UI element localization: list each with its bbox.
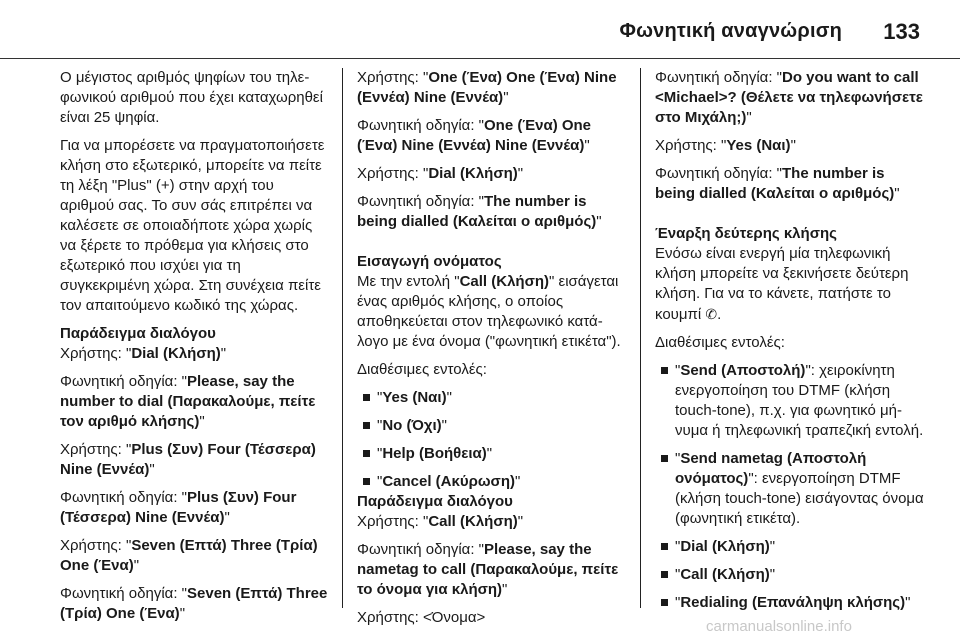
dialog-line: Φωνητική οδηγία: "One (Ένα) One (Ένα) Nine (Εννέα) Nine (Εννέα)": [357, 117, 592, 154]
column-divider: [342, 68, 343, 608]
list-item: "No (Όχι)": [357, 416, 627, 436]
column-divider: [640, 68, 641, 608]
list-item: "Send (Αποστολή)": χειροκίνητη ενεργοποίηση του DTMF (κλήση touch-tone), π.χ. για φωνητικό μήνυμα ή τηλεφωνική τραπεζική εντολή.: [655, 361, 927, 441]
phone-icon: ✆: [705, 306, 718, 322]
dialog-line: Φωνητική οδηγία: "Seven (Επτά) Three (Τρία) One (Ένα)": [60, 585, 328, 622]
paragraph: Για να μπορέσετε να πραγματοποιήσετε κλήση στο εξωτερικό, μπορείτε να πείτε τη λέξη "Plus" (+) στην αρχή του αριθμού σας. Το συν σάς επιτρέπει να καλέσετε σε οποιαδήποτε χώρα χωρίς να ξέρετε το πρόθεμα για κλήσεις στο εξωτερικό που ισχύει για τη συγκεκριμένη χώρα. Στη συνέχεια πείτε τον απαιτούμενο κωδικό της χώρας.: [60, 137, 325, 314]
page-header: [0, 0, 960, 59]
dialog-line: Φωνητική οδηγία: "Please, say the nametag to call (Παρακαλούμε, πείτε το όνομα για κλήση)": [357, 541, 619, 598]
section-heading: Εισαγωγή ονόματος: [357, 253, 502, 270]
list-item: "Cancel (Ακύρωση)": [357, 472, 627, 492]
page-title: Φωνητική αναγνώριση: [619, 20, 842, 42]
section-heading: Έναρξη δεύτερης κλήσης: [655, 225, 837, 242]
dialog-line: Χρήστης: "One (Ένα) One (Ένα) Nine (Εννέα) Nine (Εννέα)": [357, 69, 617, 106]
command-list: [357, 388, 627, 492]
list-item: "Call (Κλήση)": [655, 565, 927, 585]
command-list: [655, 361, 927, 613]
dialog-line: Φωνητική οδηγία: "The number is being dialled (Καλείται ο αριθμός)": [655, 165, 900, 202]
list-item: "Dial (Κλήση)": [655, 537, 927, 557]
paragraph: Ο μέγιστος αριθμός ψηφίων του τηλεφωνικού αριθμού που έχει καταχωρηθεί είναι 25 ψηφία.: [60, 69, 323, 126]
paragraph: Με την εντολή "Call (Κλήση)" εισάγεται ένας αριθμός κλήσης, ο οποίος αποθηκεύεται στον τηλεφωνικό κατάλογο με ένα όνομα ("φωνητική ετικέτα").: [357, 273, 621, 350]
dialog-line: Φωνητική οδηγία: "Please, say the number to dial (Παρακαλούμε, πείτε τον αριθμό κλήσης)": [60, 373, 316, 430]
paragraph: Διαθέσιμες εντολές:: [357, 361, 487, 378]
dialog-line: Χρήστης: "Seven (Επτά) Three (Τρία) One (Ένα)": [60, 537, 318, 574]
column-2: [357, 68, 627, 626]
dialog-line: Φωνητική οδηγία: "The number is being dialled (Καλείται ο αριθμός)": [357, 193, 602, 230]
section-heading: Παράδειγμα διαλόγου: [357, 493, 513, 510]
dialog-line: Χρήστης: "Dial (Κλήση)": [357, 165, 524, 182]
dialog-line: Χρήστης: "Plus (Συν) Four (Τέσσερα) Nine (Εννέα)": [60, 441, 316, 478]
dialog-line: Χρήστης: "Yes (Ναι)": [655, 137, 796, 154]
column-3: [655, 68, 927, 613]
paragraph: Διαθέσιμες εντολές:: [655, 334, 785, 351]
list-item: "Help (Βοήθεια)": [357, 444, 627, 464]
dialog-line: Φωνητική οδηγία: "Do you want to call <Michael>? (Θέλετε να τηλεφωνήσετε στο Μιχάλη;)": [655, 69, 923, 126]
watermark: carmanualsonline.info: [706, 618, 852, 635]
list-item: "Redialing (Επανάληψη κλήσης)": [655, 593, 927, 613]
list-item: "Send nametag (Αποστολή ονόματος)": ενεργοποίηση DTMF (κλήση touch-tone) εισάγοντας όνομα (φωνητική ετικέτα).: [655, 449, 927, 529]
column-1: [60, 68, 328, 622]
dialog-line: Χρήστης: <Όνομα>: [357, 609, 486, 626]
dialog-line: Χρήστης: "Dial (Κλήση)": [60, 345, 227, 362]
page-number: 133: [883, 19, 920, 44]
paragraph: Ενόσω είναι ενεργή μία τηλεφωνική κλήση μπορείτε να ξεκινήσετε δεύτερη κλήση. Για να το κάνετε, πατήστε το κουμπί ✆.: [655, 245, 909, 323]
section-heading: Παράδειγμα διαλόγου: [60, 325, 216, 342]
dialog-line: Χρήστης: "Call (Κλήση)": [357, 513, 524, 530]
list-item: "Yes (Ναι)": [357, 388, 627, 408]
dialog-line: Φωνητική οδηγία: "Plus (Συν) Four (Τέσσερα) Nine (Εννέα)": [60, 489, 297, 526]
